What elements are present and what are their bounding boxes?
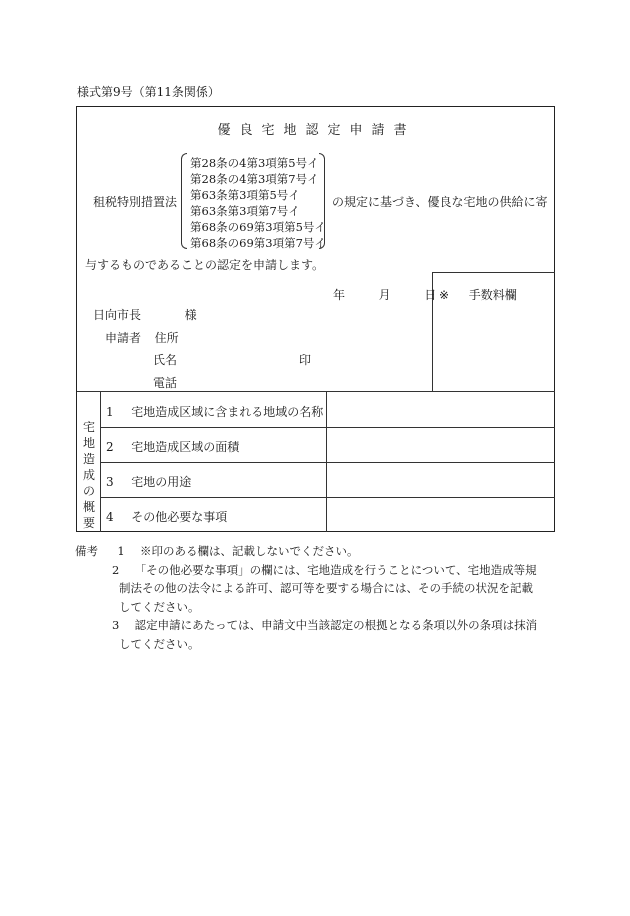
address-label: 住所 xyxy=(154,331,179,345)
article-item: 第68条の69第3項第5号イ xyxy=(190,220,326,234)
note-text: 認定申請にあたっては、申請文中当該認定の根拠となる条項以外の条項は抹消 xyxy=(134,618,538,632)
applicant-label: 申請者 xyxy=(105,331,142,345)
overview-vertical-label: 宅地造成の概要 xyxy=(82,420,95,530)
area-value-cell[interactable] xyxy=(327,428,555,462)
note-3-continued: してください。 xyxy=(119,636,200,651)
item-number: 4 xyxy=(106,510,114,524)
usage-value-cell[interactable] xyxy=(327,463,555,497)
month-label: 月 xyxy=(378,288,391,302)
left-bracket xyxy=(181,153,187,249)
item-label: 宅地造成区域の面積 xyxy=(131,440,240,454)
fee-box-top-border xyxy=(432,272,555,273)
article-item: 第68条の69第3項第7号イ xyxy=(190,236,326,250)
note-text: ※印のある欄は、記載しないでください。 xyxy=(139,544,359,558)
right-bracket xyxy=(319,153,325,249)
note-3 xyxy=(75,616,537,635)
overview-item-3 xyxy=(106,473,191,490)
other-matters-value-cell[interactable] xyxy=(327,498,555,532)
note-number: 3 xyxy=(112,618,120,632)
notes-section xyxy=(75,542,537,653)
fee-field[interactable] xyxy=(439,286,517,303)
honorific: 様 xyxy=(184,308,197,322)
article-item: 第63条第3項第7号イ xyxy=(190,204,300,218)
seal-mark: 印 xyxy=(299,353,312,367)
note-2-continued: 制法その他の法令による許可、認可等を要する場合には、その手続の状況を記載 xyxy=(119,581,533,595)
notes-heading: 備考 xyxy=(75,544,98,558)
region-name-value-cell[interactable] xyxy=(327,392,555,427)
form-title: 優良宅地認定申請書 xyxy=(217,123,416,138)
note-text: 「その他必要な事項」の欄には、宅地造成を行うことについて、宅地造成等規 xyxy=(134,562,537,577)
item-label: 宅地の用途 xyxy=(131,475,192,489)
article-lines xyxy=(190,155,326,251)
addressee: 日向市長 xyxy=(93,308,142,322)
item-number: 2 xyxy=(106,440,114,454)
date-line xyxy=(333,286,436,303)
overview-item-4 xyxy=(106,508,227,525)
note-1 xyxy=(75,542,537,561)
article-item: 第28条の4第3項第5号イ xyxy=(190,156,319,170)
article-item: 第28条の4第3項第7号イ xyxy=(190,172,319,186)
year-label: 年 xyxy=(333,288,346,302)
note-2-continued: してください。 xyxy=(119,599,200,614)
fee-label: 手数料欄 xyxy=(468,288,517,302)
article-item: 第63条第3項第5号イ xyxy=(190,188,300,202)
phone-field-label: 電話 xyxy=(153,376,178,390)
note-number: 1 xyxy=(117,544,125,558)
form-number-label: 様式第9号（第11条関係） xyxy=(77,85,220,99)
note-number: 2 xyxy=(112,562,120,577)
application-form xyxy=(76,106,555,532)
note-2 xyxy=(75,561,537,580)
item-number: 1 xyxy=(106,405,114,419)
fee-mark-symbol: ※ xyxy=(439,288,450,302)
overview-item-1 xyxy=(106,403,323,420)
item-label: 宅地造成区域に含まれる地域の名称 xyxy=(131,405,324,419)
item-number: 3 xyxy=(106,475,114,489)
item-label: その他必要な事項 xyxy=(131,510,228,524)
application-text-line2: 与するものであることの認定を申請します。 xyxy=(85,258,325,272)
tax-law-name: 租税特別措置法 xyxy=(93,195,178,209)
overview-item-2 xyxy=(106,438,239,455)
day-label: 日 xyxy=(424,288,437,302)
application-text-line1: の規定に基づき、優良な宅地の供給に寄 xyxy=(332,195,548,209)
name-field-label: 氏名 xyxy=(153,353,178,367)
article-list xyxy=(181,153,325,249)
applicant-address-line[interactable] xyxy=(105,329,179,346)
addressee-line xyxy=(93,306,197,323)
